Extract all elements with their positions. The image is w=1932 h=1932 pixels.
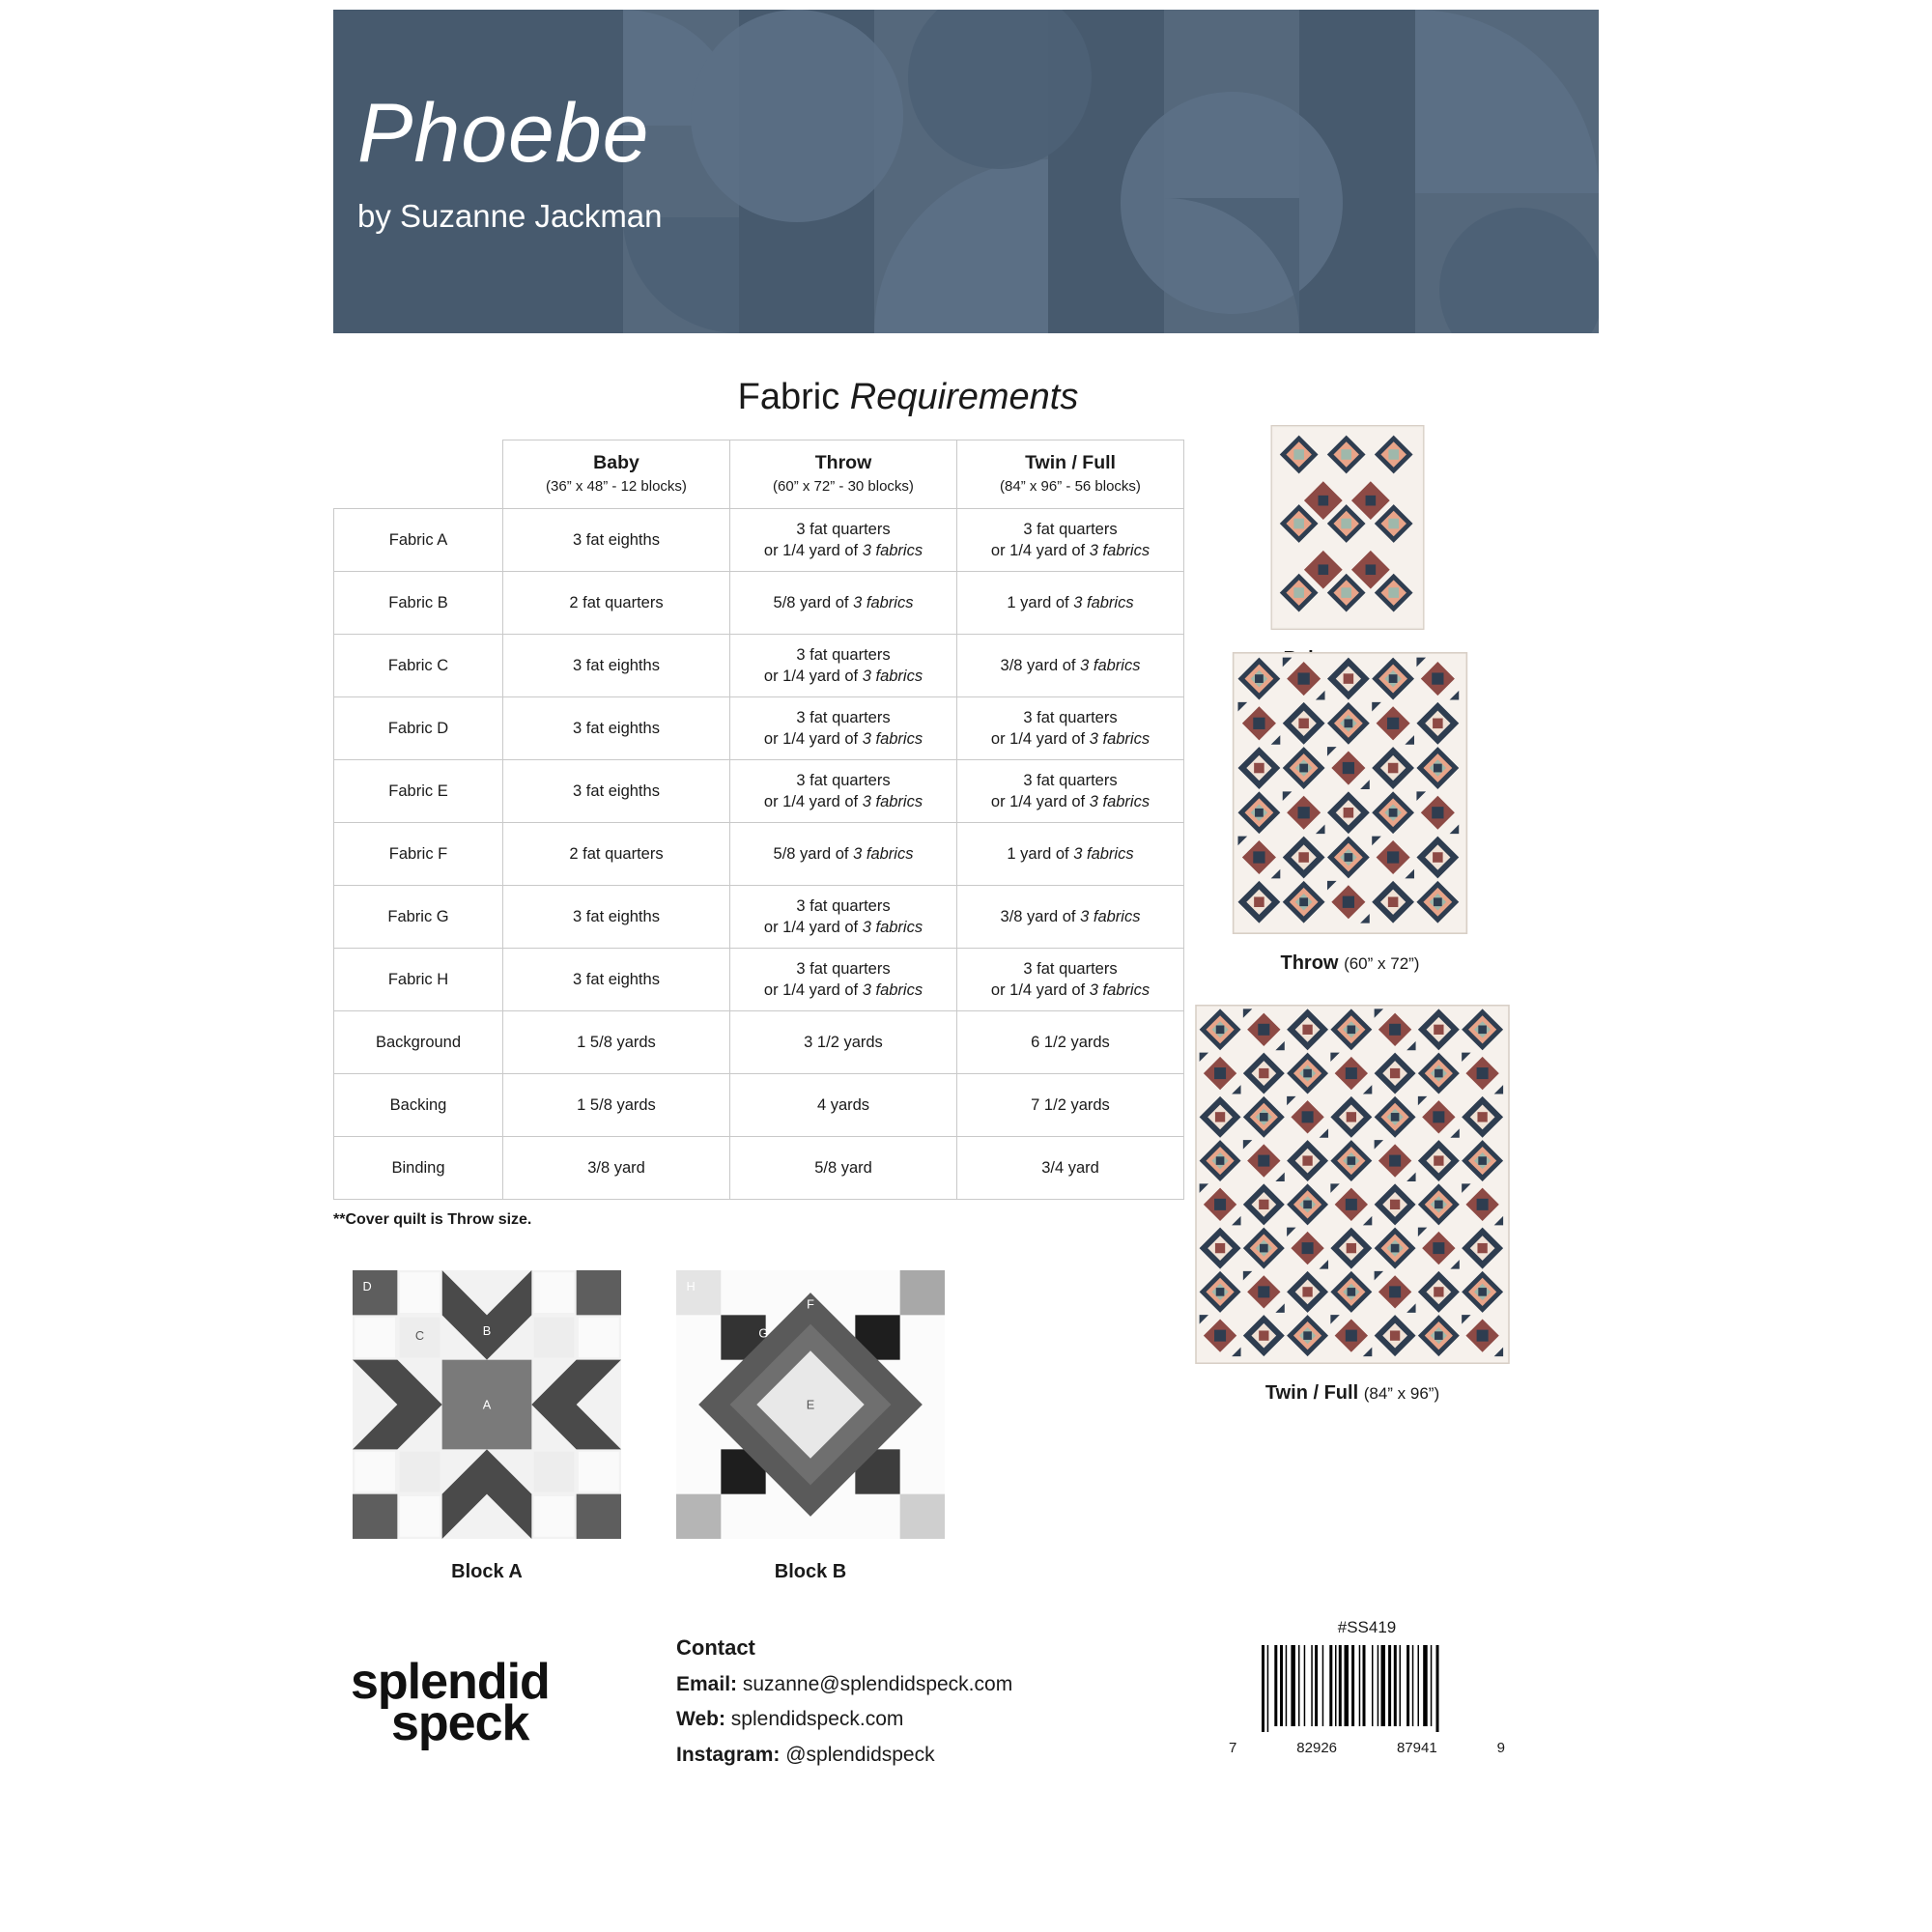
cell-throw	[730, 823, 957, 886]
quilt-baby-image	[1265, 425, 1430, 630]
cell-twin	[957, 635, 1184, 697]
cell-throw	[730, 697, 957, 760]
cell-line2: or 1/4 yard of 3 fabrics	[763, 542, 923, 559]
table-header-row	[334, 440, 1184, 509]
cell-line1: 3 fat eighths	[573, 907, 660, 925]
cell-line1: 3 fat quarters	[796, 520, 891, 538]
cell-throw	[730, 572, 957, 635]
cell-line1: 4 yards	[816, 1095, 870, 1114]
cell-line1: 1 5/8 yards	[577, 1033, 656, 1051]
cell-line1: 5/8 yard	[814, 1158, 872, 1177]
cell-line1: 5/8 yard of 3 fabrics	[773, 844, 914, 863]
cell-line1: 3/8 yard of 3 fabrics	[1000, 907, 1141, 925]
cell-throw	[730, 1137, 957, 1200]
cell-twin	[957, 886, 1184, 949]
cell-line1: 3/8 yard of 3 fabrics	[1000, 656, 1141, 674]
cell-line1: 2 fat quarters	[569, 844, 664, 863]
table-row	[334, 635, 1184, 697]
contact-instagram-row	[676, 1738, 1012, 1774]
table-row	[334, 572, 1184, 635]
cell-baby	[503, 1011, 730, 1074]
row-label: Fabric B	[334, 572, 503, 635]
cell-twin	[957, 1074, 1184, 1137]
contact-email-row	[676, 1667, 1012, 1703]
cell-baby	[503, 1137, 730, 1200]
cell-line2: or 1/4 yard of 3 fabrics	[990, 730, 1151, 748]
cell-line2: or 1/4 yard of 3 fabrics	[763, 793, 923, 810]
column-header-throw-sub: (60” x 72” - 30 blocks)	[773, 478, 914, 495]
cell-baby	[503, 697, 730, 760]
column-header-baby-sub: (36” x 48” - 12 blocks)	[546, 478, 687, 495]
barcode-image	[1256, 1643, 1478, 1732]
cell-baby	[503, 886, 730, 949]
cell-line1: 3 fat eighths	[573, 781, 660, 800]
quilt-twin-image	[1193, 1005, 1512, 1364]
sku-number: #SS419	[1337, 1618, 1397, 1636]
barcode-digit-left: 7	[1229, 1740, 1237, 1756]
contact-instagram-value[interactable]: @splendidspeck	[785, 1744, 935, 1766]
cell-line1: 5/8 yard of 3 fabrics	[773, 593, 914, 611]
brand-logo	[351, 1654, 592, 1751]
row-label: Fabric F	[334, 823, 503, 886]
cell-throw	[730, 760, 957, 823]
row-label: Fabric H	[334, 949, 503, 1011]
contact-email-value[interactable]: suzanne@splendidspeck.com	[742, 1672, 1013, 1695]
cell-line1: 3 fat quarters	[1023, 771, 1118, 789]
cell-twin	[957, 823, 1184, 886]
cell-line1: 3 fat eighths	[573, 970, 660, 988]
block-b-label-h: H	[686, 1278, 696, 1293]
quilt-twin-wrap	[1193, 1005, 1512, 1405]
block-a-wrap	[353, 1270, 621, 1583]
cell-twin	[957, 572, 1184, 635]
cell-baby	[503, 572, 730, 635]
block-b-label-e: E	[806, 1397, 815, 1412]
cell-line1: 6 1/2 yards	[1031, 1033, 1110, 1051]
table-row	[334, 1011, 1184, 1074]
pattern-back-cover	[333, 10, 1599, 1927]
row-label: Fabric G	[334, 886, 503, 949]
cell-line1: 1 5/8 yards	[577, 1095, 656, 1114]
cell-throw	[730, 1074, 957, 1137]
quilt-throw-size: (60” x 72”)	[1344, 954, 1420, 973]
barcode-block	[1227, 1618, 1507, 1756]
cell-line1: 1 yard of 3 fabrics	[1007, 593, 1134, 611]
section-heading	[217, 377, 1599, 418]
contact-instagram-label: Instagram:	[676, 1744, 781, 1766]
cell-line1: 3 fat quarters	[796, 708, 891, 726]
block-b-wrap	[676, 1270, 945, 1583]
cell-line2: or 1/4 yard of 3 fabrics	[763, 730, 923, 748]
cell-line1: 3 fat quarters	[796, 896, 891, 915]
table-footnote: **Cover quilt is Throw size.	[333, 1211, 532, 1228]
fabric-requirements-table-wrap	[333, 440, 1183, 1229]
barcode-digit-mid2: 87941	[1396, 1740, 1437, 1756]
cell-line1: 3 fat eighths	[573, 656, 660, 674]
row-label: Fabric D	[334, 697, 503, 760]
cell-throw	[730, 509, 957, 572]
cell-line1: 3/4 yard	[1041, 1158, 1099, 1177]
table-row	[334, 1137, 1184, 1200]
row-label: Background	[334, 1011, 503, 1074]
contact-web-value[interactable]: splendidspeck.com	[730, 1708, 904, 1731]
contact-block	[676, 1630, 1012, 1774]
pattern-byline: by Suzanne Jackman	[357, 198, 663, 234]
block-b-label-f: F	[807, 1296, 814, 1312]
column-header-twin-sub: (84” x 96” - 56 blocks)	[1000, 478, 1141, 495]
table-row	[334, 823, 1184, 886]
block-a-caption: Block A	[451, 1561, 523, 1582]
fabric-requirements-table	[333, 440, 1184, 1200]
footer	[333, 1608, 1599, 1927]
contact-email-label: Email:	[676, 1672, 738, 1695]
table-row	[334, 1074, 1184, 1137]
row-label: Fabric A	[334, 509, 503, 572]
cell-throw	[730, 949, 957, 1011]
cell-throw	[730, 886, 957, 949]
cell-line2: or 1/4 yard of 3 fabrics	[763, 919, 923, 936]
cell-twin	[957, 760, 1184, 823]
block-b-diagram	[676, 1270, 945, 1539]
section-heading-part1: Fabric	[737, 377, 850, 417]
brand-logo-line1: splendid	[351, 1654, 550, 1710]
block-a-label-c: C	[414, 1327, 425, 1343]
cell-line1: 3 fat quarters	[1023, 959, 1118, 978]
brand-logo-line2: speck	[391, 1694, 529, 1751]
quilt-throw-name: Throw	[1280, 952, 1339, 974]
barcode-digit-mid1: 82926	[1296, 1740, 1338, 1756]
cell-line2: or 1/4 yard of 3 fabrics	[990, 981, 1151, 999]
barcode-digits	[1227, 1737, 1507, 1756]
quilt-twin-name: Twin / Full	[1264, 1382, 1359, 1404]
block-b-caption: Block B	[774, 1561, 847, 1582]
table-body	[334, 509, 1184, 1200]
cell-baby	[503, 823, 730, 886]
cell-line2: or 1/4 yard of 3 fabrics	[990, 542, 1151, 559]
block-a-label-d: D	[362, 1278, 372, 1293]
table-row	[334, 509, 1184, 572]
row-label: Backing	[334, 1074, 503, 1137]
cell-baby	[503, 949, 730, 1011]
cell-baby	[503, 1074, 730, 1137]
cell-baby	[503, 635, 730, 697]
cell-line1: 1 yard of 3 fabrics	[1007, 844, 1134, 863]
cell-throw	[730, 635, 957, 697]
block-a-label-b: B	[482, 1323, 492, 1339]
column-header-throw-name: Throw	[814, 452, 872, 473]
quilt-twin-size: (84” x 96”)	[1363, 1384, 1440, 1403]
table-row	[334, 760, 1184, 823]
cell-line2: or 1/4 yard of 3 fabrics	[763, 981, 923, 999]
title-block	[357, 87, 663, 235]
pattern-title: Phoebe	[357, 87, 650, 180]
cell-line1: 3 fat quarters	[796, 959, 891, 978]
section-heading-part2: Requirements	[849, 377, 1079, 417]
cell-line1: 3 fat eighths	[573, 530, 660, 549]
cell-twin	[957, 949, 1184, 1011]
table-corner-cell	[334, 440, 503, 509]
table-row	[334, 886, 1184, 949]
quilt-baby-wrap	[1265, 425, 1430, 670]
row-label: Fabric C	[334, 635, 503, 697]
cell-line2: or 1/4 yard of 3 fabrics	[990, 793, 1151, 810]
contact-heading: Contact	[676, 1635, 755, 1660]
cell-twin	[957, 1011, 1184, 1074]
cell-throw	[730, 1011, 957, 1074]
cell-line1: 3 fat quarters	[796, 771, 891, 789]
cell-twin	[957, 509, 1184, 572]
block-b-label-g: G	[758, 1325, 769, 1341]
cell-baby	[503, 509, 730, 572]
cell-twin	[957, 1137, 1184, 1200]
quilt-throw-caption	[1232, 952, 1468, 975]
row-label: Binding	[334, 1137, 503, 1200]
column-header-twin-name: Twin / Full	[1025, 452, 1116, 473]
cell-baby	[503, 760, 730, 823]
cell-line1: 7 1/2 yards	[1031, 1095, 1110, 1114]
cell-line1: 3 1/2 yards	[804, 1033, 883, 1051]
column-header-baby	[503, 440, 730, 509]
column-header-baby-name: Baby	[593, 452, 639, 473]
contact-web-label: Web:	[676, 1708, 725, 1731]
row-label: Fabric E	[334, 760, 503, 823]
cell-line1: 3 fat eighths	[573, 719, 660, 737]
quilt-twin-caption	[1193, 1382, 1512, 1405]
column-header-throw	[730, 440, 957, 509]
cell-line1: 3 fat quarters	[796, 645, 891, 664]
cell-line1: 2 fat quarters	[569, 593, 664, 611]
table-row	[334, 697, 1184, 760]
header-banner	[333, 10, 1599, 333]
contact-web-row	[676, 1702, 1012, 1738]
cell-line2: or 1/4 yard of 3 fabrics	[763, 668, 923, 685]
cell-twin	[957, 697, 1184, 760]
quilt-throw-wrap	[1232, 652, 1468, 975]
barcode-digit-right: 9	[1496, 1740, 1505, 1756]
column-header-twin-full	[957, 440, 1184, 509]
cell-line1: 3/8 yard	[587, 1158, 645, 1177]
block-a-label-a: A	[482, 1397, 492, 1412]
cell-line1: 3 fat quarters	[1023, 520, 1118, 538]
quilt-throw-image	[1232, 652, 1468, 934]
block-a-diagram	[353, 1270, 621, 1539]
cell-line1: 3 fat quarters	[1023, 708, 1118, 726]
table-row	[334, 949, 1184, 1011]
